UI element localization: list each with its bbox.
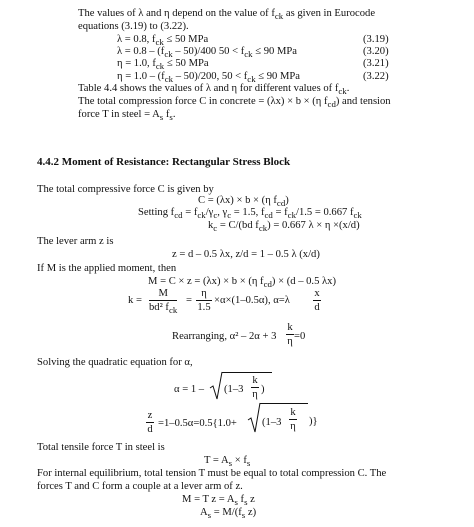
zd-close: )}	[309, 416, 318, 427]
lever-arm-equation: z = d – 0.5 λx, z/d = 1 – 0.5 λ (x/d)	[172, 249, 320, 260]
equation-number-3-22: (3.22)	[363, 71, 389, 82]
alpha-lhs: α = 1 –	[174, 384, 205, 395]
rearranging-equals-zero: =0	[294, 331, 306, 342]
equation-number-3-21: (3.21)	[363, 58, 389, 69]
zd-equation-rest: =1–0.5α=0.5{1.0+	[158, 418, 237, 429]
compression-line-1: The total compression force C in concrete = (λx) × b × (η $f_{cd}$) and tension	[78, 96, 391, 110]
table-reference-line: Table 4.4 shows the values of λ and η for different values of $f_{ck}$.	[78, 83, 350, 97]
equation-3-19: λ = 0.8, $f_{ck} \le 50$ MPa	[117, 34, 209, 48]
section-heading: 4.4.2 Moment of Resistance: Rectangular Stress Block	[37, 156, 291, 168]
rearranging-equation: Rearranging, α² – 2α + 3	[172, 331, 277, 342]
compression-line-2: force T in steel = $A_s$ $f_s$.	[78, 109, 176, 123]
zd-radicand: (1–3 k η	[260, 403, 308, 432]
lever-arm-line: The lever arm z is	[37, 236, 114, 247]
tensile-force-line: Total tensile force T in steel is	[37, 442, 165, 453]
intro-line-2: equations (3.19) to (3.22).	[78, 21, 189, 32]
moment-final-equation: M = T $z = A_s$ $f_s$ z	[182, 494, 255, 508]
applied-moment-line: If M is the applied moment, then	[37, 263, 177, 274]
equation-3-21: η = 1.0, $f_{ck} \le 50$ MPa	[117, 58, 209, 72]
alpha-fraction: x d	[314, 288, 320, 313]
setting-equation: Setting $f_{cd} = f_{ck}/\gamma_c$, $\gamma_c = 1.5$, $f_{cd} = f_{ck}/1.5 = 0.667$ $f_{ck}$	[138, 207, 362, 221]
steel-area-equation: $A_s = M/(f_s$ z)	[200, 507, 257, 521]
kc-equation: $k_c = C/(bd$ $f_{ck}) = 0.667$ λ × η ×(x/d)	[208, 220, 360, 234]
equilibrium-line-2: forces T and C form a couple at a lever arm of z.	[37, 481, 243, 492]
k-equals-sign: =	[186, 295, 192, 306]
k-fraction-moment: M bd² $f_{ck}$	[149, 288, 178, 316]
sqrt-sign-zd	[247, 402, 261, 434]
k-fraction-eta: η 1.5	[197, 288, 211, 313]
compression-force-equation: C = (λx) × b × (η $f_{cd}$)	[198, 195, 289, 209]
moment-equation: M = C × z = (λx) × b × (η $f_{cd}) \times (d - 0.5$ λx)	[148, 276, 336, 290]
intro-line-1: The values of λ and η depend on the value of $f_{ck}$ as given in Eurocode	[78, 8, 376, 22]
tensile-force-equation: $T = A_s \times f_s$	[204, 455, 251, 469]
total-compressive-line: The total compressive force C is given by	[37, 184, 214, 195]
k-equation-lhs: k =	[128, 295, 142, 306]
solving-line: Solving the quadratic equation for α,	[37, 357, 193, 368]
sqrt-sign-alpha	[209, 371, 223, 401]
equation-number-3-20: (3.20)	[363, 46, 389, 57]
rearranging-fraction: k η	[287, 322, 293, 347]
k-equation-rest: ×α×(1–0.5α), α=λ	[214, 295, 290, 306]
equation-3-22: $\eta = 1.0 - (f_{ck} - 50)/200$, $50 < f_{ck} \le 90$ MPa	[117, 71, 301, 85]
equation-number-3-19: (3.19)	[363, 34, 389, 45]
zd-fraction: z d	[147, 410, 153, 435]
equilibrium-line-1: For internal equilibrium, total tension T must be equal to total compression C. The	[37, 468, 387, 479]
equation-3-20: $\lambda = 0.8 - (f_{ck} - 50)/400$ $50 < f_{ck} \le 90$ MPa	[117, 46, 297, 60]
alpha-radicand: (1–3 k η )	[222, 372, 272, 399]
